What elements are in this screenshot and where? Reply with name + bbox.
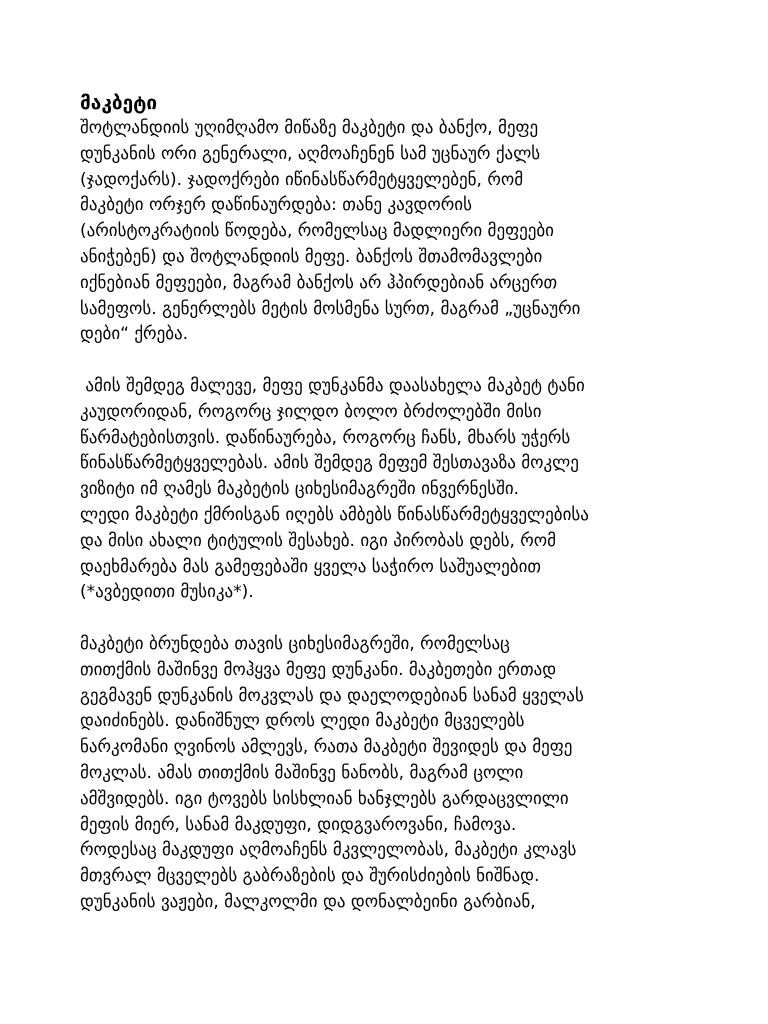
- text-line: ვიზიტი იმ ღამეს მაკბეტის ციხესიმაგრეში ინვერნესში.: [80, 479, 520, 500]
- text-line: წინასწარმეტყველებას. ამის შემდეგ მეფემ შესთავაზა მოკლე: [80, 453, 579, 474]
- text-line: სამეფოს. გენერლებს მეტის მოსმენა სურთ, მაგრამ „უცნაური: [80, 298, 581, 319]
- text-line: დაეხმარება მას გამეფებაში ყველა საჭირო საშუალებით: [80, 556, 541, 577]
- text-line: ამის შემდეგ მალევე, მეფე დუნკანმა დაასახელა მაკბეტ ტანი: [80, 375, 585, 396]
- text-line: შოტლანდიის უღიმღამო მიწაზე მაკბეტი და ბანქო, მეფე: [80, 118, 539, 138]
- text-line: მაკბეტი ორჯერ დაწინაურდება: თანე კავდორის: [80, 195, 472, 216]
- text-line: დაიძინებს. დანიშნულ დროს ლედი მაკბეტი მცველებს: [80, 711, 525, 732]
- text-line: თითქმის მაშინვე მოჰყვა მეფე დუნკანი. მაკბეთები ერთად: [80, 659, 557, 680]
- document-title: მაკბეტი: [80, 92, 158, 114]
- paragraph-spacer: [80, 348, 705, 374]
- text-line: როდესაც მაკდუფი აღმოაჩენს მკვლელობას, მაკბეტი კლავს: [80, 840, 577, 861]
- text-line: ანიჭებენ) და შოტლანდიის მეფე. ბანქოს შთამომავლები: [80, 246, 543, 267]
- text-line: ნარკომანი ღვინოს ამლევს, რათა მაკბეტი შევიდეს და მეფე: [80, 737, 573, 758]
- paragraph-2: [80, 374, 705, 606]
- text-line: მთვრალ მცველებს გაბრაზების და შურისძიების ნიშნად.: [80, 866, 540, 887]
- text-line: იქნებიან მეფეები, მაგრამ ბანქოს არ ჰპირდებიან არცერთ: [80, 272, 558, 293]
- text-line: დუნკანის ვაჟები, მალკოლმი და დონალბეინი გარბიან,: [80, 891, 536, 912]
- text-line: მოკლას. ამას თითქმის მაშინვე ნანობს, მაგრამ ცოლი: [80, 762, 524, 783]
- text-line: დუნკანის ორი გენერალი, აღმოაჩენენ სამ უცნაურ ქალს: [80, 143, 541, 164]
- text-line: წარმატებისთვის. დაწინაურება, როგორც ჩანს, მხარს უჭერს: [80, 427, 571, 448]
- text-line: მეფის მიერ, სანამ მაკდუფი, დიდგვაროვანი, ჩამოვა.: [80, 814, 517, 835]
- paragraph-3: [80, 632, 705, 916]
- paragraph-spacer: [80, 606, 705, 632]
- text-line: ამშვიდებს. იგი ტოვებს სისხლიან ხანჯლებს გარდაცვლილი: [80, 788, 569, 809]
- text-line: (*ავბედითი მუსიკა*).: [80, 582, 254, 603]
- text-line: ლედი მაკბეტი ქმრისგან იღებს ამბებს წინასწარმეტყველებისა: [80, 504, 589, 525]
- text-line: მაკბეტი ბრუნდება თავის ციხესიმაგრეში, რომელსაც: [80, 633, 510, 654]
- text-line: (ჯადოქარს). ჯადოქრები იწინასწარმეტყველებენ, რომ: [80, 169, 524, 190]
- document-page: [80, 90, 705, 916]
- text-line: დები“ ქრება.: [80, 324, 189, 345]
- text-line: (არისტოკრატიის წოდება, რომელსაც მადლიერი მეფეები: [80, 221, 554, 242]
- paragraph-1: [80, 116, 705, 348]
- text-line: კაუდორიდან, როგორც ჯილდო ბოლო ბრძოლებში მისი: [80, 401, 542, 422]
- text-line: გეგმავენ დუნკანის მოკვლას და დაელოდებიან სანამ ყველას: [80, 685, 584, 706]
- text-line: და მისი ახალი ტიტულის შესახებ. იგი პირობას დებს, რომ: [80, 530, 557, 551]
